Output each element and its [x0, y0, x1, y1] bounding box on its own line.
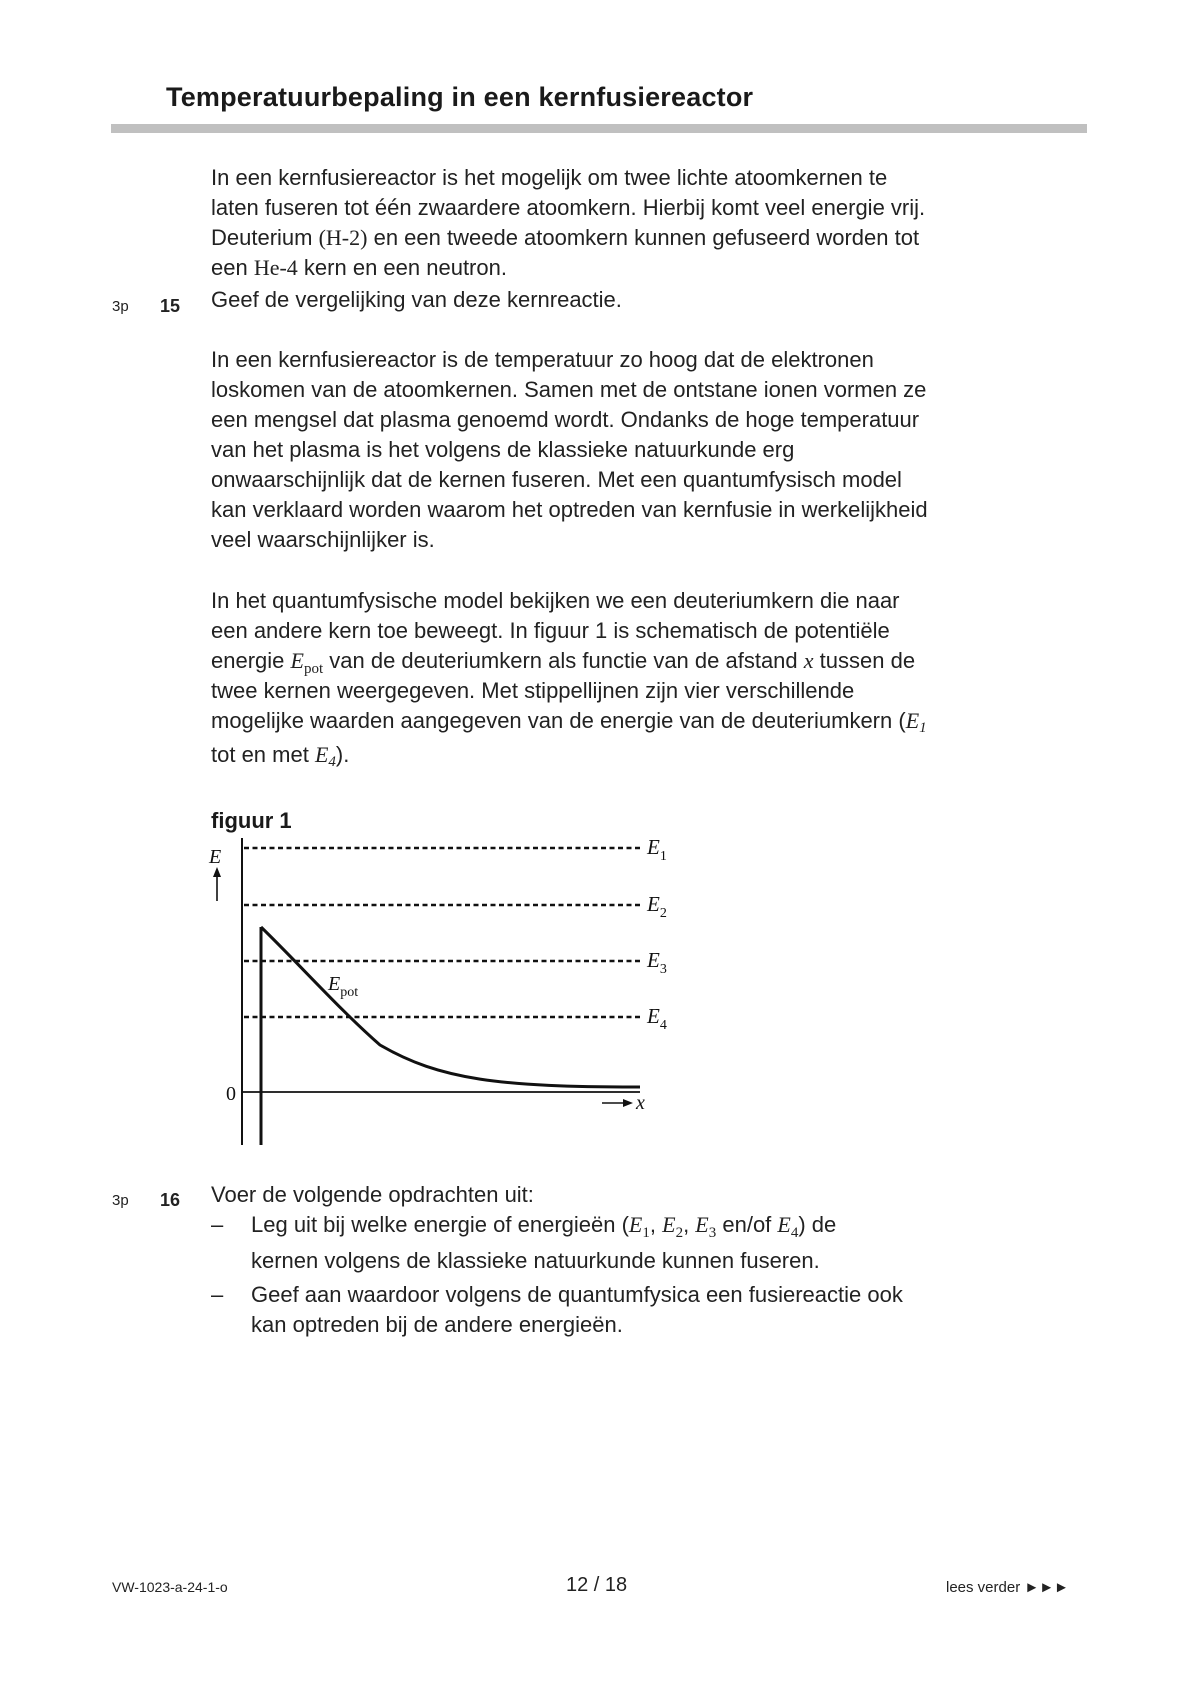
level-e2-label: $E_2$	[647, 892, 667, 921]
question-15-text: Geef de vergelijking van deze kernreactie.	[211, 287, 622, 312]
list-dash: –	[211, 1282, 224, 1307]
y-axis-label: E	[209, 846, 222, 868]
potential-energy-figure	[200, 835, 680, 1155]
origin-label: 0	[226, 1083, 236, 1105]
intro-line: laten fuseren tot één zwaardere atoomkern. Hierbij komt veel energie vrij.	[211, 195, 926, 220]
level-e4-label: $E_4$	[647, 1004, 667, 1033]
page-number: 12 / 18	[566, 1574, 628, 1596]
item-line: Leg uit bij welke energie of energieën ($E_1$, $E_2$, $E_3$ en/of $E_4$) de	[251, 1212, 837, 1241]
item-line: kan optreden bij de andere energieën.	[251, 1312, 623, 1337]
item-line: Geef aan waardoor volgens de quantumfysica een fusiereactie ook	[251, 1282, 903, 1307]
intro-line: Deuterium (H-2) en een tweede atoomkern kunnen gefuseerd worden tot	[211, 225, 920, 250]
paragraph-line: mogelijke waarden aangegeven van de energie van de deuteriumkern ($E_1$	[211, 708, 927, 736]
x-axis-label: x	[636, 1092, 645, 1114]
quantum-paragraph	[211, 586, 1071, 770]
paragraph-line: energie $E_{pot}$ van de deuteriumkern als functie van de afstand x tussen de	[211, 648, 916, 677]
item-line: kernen volgens de klassieke natuurkunde kunnen fuseren.	[251, 1248, 820, 1273]
question-16-points: 3p	[112, 1192, 129, 1209]
paragraph-line: een andere kern toe beweegt. In figuur 1 is schematisch de potentiële	[211, 618, 890, 643]
paragraph-line: kan verklaard worden waarom het optreden van kernfusie in werkelijkheid	[211, 497, 928, 522]
continue-indicator: lees verder ►►►	[946, 1579, 1069, 1596]
paragraph-line: van het plasma is het volgens de klassieke natuurkunde erg	[211, 437, 795, 462]
epot-curve-label: $E_{pot}$	[328, 973, 359, 1000]
intro-paragraph	[211, 163, 1071, 283]
paragraph-line: loskomen van de atoomkernen. Samen met de ontstane ionen vormen ze	[211, 377, 927, 402]
paragraph-line: In het quantumfysische model bekijken we een deuteriumkern die naar	[211, 588, 900, 613]
list-dash: –	[211, 1212, 224, 1237]
question-15-points: 3p	[112, 298, 129, 315]
question-16-number: 16	[160, 1190, 181, 1210]
level-e1-label: $E_1$	[647, 835, 667, 864]
epot-curve	[261, 927, 640, 1087]
isotope-symbol: He-4	[253, 255, 298, 280]
paragraph-line: een mengsel dat plasma genoemd wordt. Ondanks de hoge temperatuur	[211, 407, 920, 432]
intro-line: een He-4 kern en een neutron.	[211, 255, 507, 280]
level-e3-label: $E_3$	[647, 948, 667, 977]
energy-diagram	[200, 835, 680, 1155]
question-15-number: 15	[160, 296, 181, 316]
figure-label: figuur 1	[211, 808, 292, 833]
intro-line: In een kernfusiereactor is het mogelijk om twee lichte atoomkernen te	[211, 165, 888, 190]
isotope-symbol: (H-2)	[318, 225, 368, 250]
paragraph-line: onwaarschijnlijk dat de kernen fuseren. Met een quantumfysisch model	[211, 467, 902, 492]
exam-code: VW-1023-a-24-1-o	[112, 1579, 228, 1595]
page-title: Temperatuurbepaling in een kernfusiereactor	[166, 82, 754, 112]
paragraph-line: twee kernen weergegeven. Met stippellijnen zijn vier verschillende	[211, 678, 855, 703]
plasma-paragraph	[211, 345, 1071, 555]
paragraph-line: tot en met $E_4$).	[211, 742, 350, 770]
title-divider	[111, 124, 1087, 133]
paragraph-line: veel waarschijnlijker is.	[211, 527, 435, 552]
question-16-intro: Voer de volgende opdrachten uit:	[211, 1182, 534, 1207]
paragraph-line: In een kernfusiereactor is de temperatuur zo hoog dat de elektronen	[211, 347, 874, 372]
